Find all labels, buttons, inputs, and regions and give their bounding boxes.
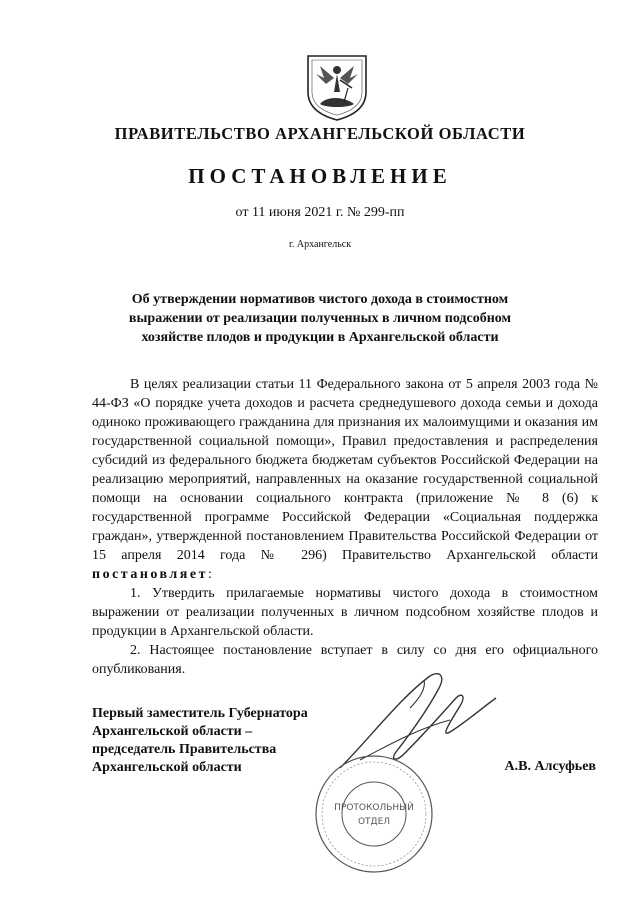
signer-position-line: председатель Правительства (92, 742, 277, 757)
signer-position (92, 705, 308, 777)
intro-text: В целях реализации статьи 11 Федерального закона от 5 апреля 2003 года № 44-ФЗ «О порядке учета доходов и расчета среднедушевого дохода семьи и дохода одиноко проживающего гражданина для признания их малоимущими и оказания им государственной социальной помощи», Правил предоставления и распределения субсидий из федерального бюджета бюджетам субъектов Российской Федерации на реализацию мероприятий, направленных на оказание государственной социальной помощи на основании социального контракта (приложение № 8 (6) к государственной программе Российской Федерации «Социальная поддержка граждан», утвержденной постановлением Правительства Российской Федерации от 15 апреля 2014 года № 296) Правительство Архангельской области (92, 377, 598, 563)
signer-position-line: Первый заместитель Губернатора (92, 706, 308, 721)
document-body (92, 375, 598, 679)
government-name: ПРАВИТЕЛЬСТВО АРХАНГЕЛЬСКОЙ ОБЛАСТИ (114, 124, 526, 143)
intro-paragraph (92, 375, 598, 584)
document-title: Об утверждении нормативов чистого дохода в стоимостном выражении от реализации полученных в личном подсобном хозяйстве плодов и продукции в Архангельской области (128, 292, 512, 345)
city-label: г. Архангельск (288, 239, 352, 250)
resolves-colon: : (207, 567, 212, 582)
signer-name: А.В. Алсуфьев (504, 759, 596, 774)
date-and-number: от 11 июня 2021 г. № 299-пп (235, 205, 405, 220)
item-1-paragraph: 1. Утвердить прилагаемые нормативы чистого дохода в стоимостном выражении от реализации полученных в личном подсобном хозяйстве плодов и продукции в Архангельской области. (92, 586, 598, 639)
document-type: ПОСТАНОВЛЕНИЕ (188, 164, 452, 188)
item-2-paragraph: 2. Настоящее постановление вступает в силу со дня его официального опубликования. (92, 643, 598, 677)
signer-position-line: Архангельской области – (92, 724, 253, 739)
official-stamp-icon (312, 752, 436, 876)
signer-position-line: Архангельской области (92, 760, 242, 775)
svg-text:ОТДЕЛ: ОТДЕЛ (357, 817, 391, 827)
coat-of-arms-icon (304, 52, 370, 122)
svg-text:ПРОТОКОЛЬНЫЙ: ПРОТОКОЛЬНЫЙ (334, 803, 414, 813)
resolves-word: постановляет (92, 567, 208, 582)
